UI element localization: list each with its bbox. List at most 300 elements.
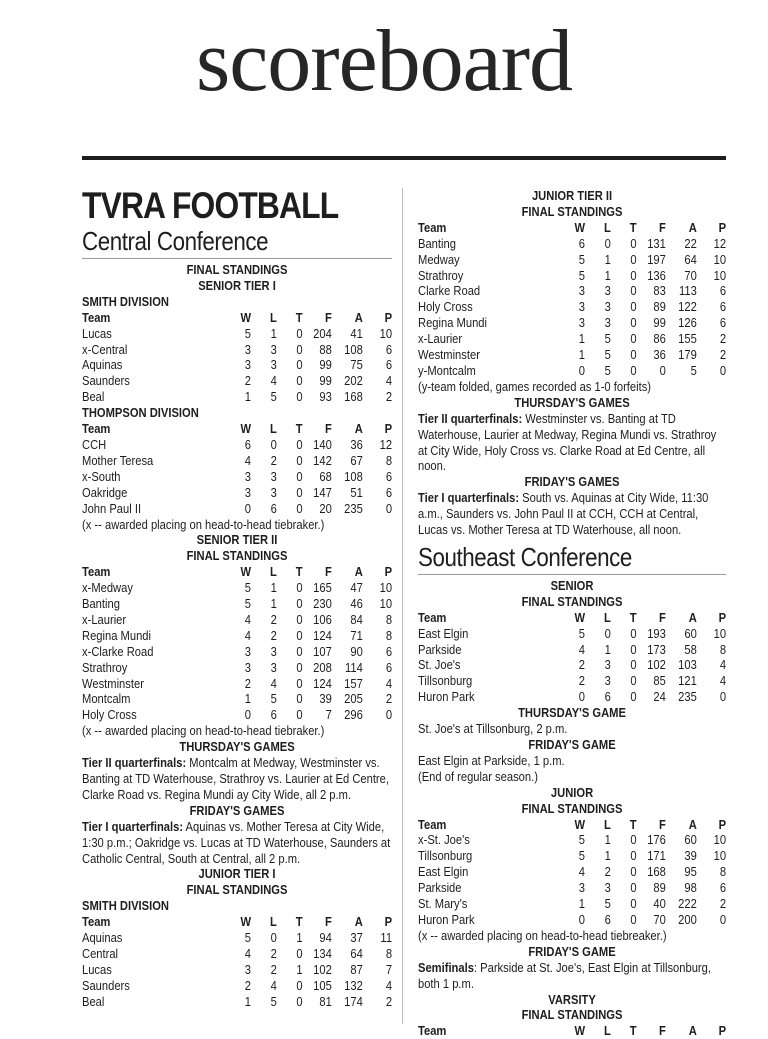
- team-name-cell: Beal: [82, 993, 105, 1009]
- column-header-stat: W: [574, 219, 586, 235]
- column-header-stat: A: [688, 816, 697, 832]
- stat-cell: 0: [296, 627, 303, 643]
- column-header-stat: A: [354, 564, 363, 580]
- stat-cell: 2: [578, 657, 586, 673]
- column-header-stat: L: [603, 1023, 611, 1039]
- table-header-row: [82, 564, 392, 580]
- final-standings-heading: FINAL STANDINGS: [186, 262, 288, 277]
- column-header-stat: A: [354, 309, 363, 325]
- stat-cell: 4: [719, 657, 727, 673]
- column-header-stat: W: [240, 309, 252, 325]
- stat-cell: 0: [630, 832, 637, 848]
- column-header-stat: L: [269, 309, 277, 325]
- stat-cell: 0: [296, 373, 303, 389]
- games-lead: Tier I quarterfinals:: [82, 818, 184, 834]
- table-row: [82, 453, 392, 469]
- stat-cell: 0: [630, 848, 637, 864]
- stat-cell: 87: [350, 961, 363, 977]
- stat-cell: 89: [653, 299, 666, 315]
- stat-cell: 8: [719, 641, 727, 657]
- column-header-team: Team: [82, 421, 111, 437]
- stat-cell: 60: [684, 625, 697, 641]
- stat-cell: 6: [719, 880, 727, 896]
- stat-cell: 6: [719, 299, 727, 315]
- column-header-stat: A: [688, 219, 697, 235]
- stat-cell: 165: [313, 580, 332, 596]
- stat-cell: 106: [313, 611, 332, 627]
- standings-table: [418, 220, 726, 379]
- stat-cell: 0: [296, 945, 303, 961]
- table-row: [82, 389, 392, 405]
- stat-cell: 134: [313, 945, 332, 961]
- column-header-stat: L: [269, 421, 277, 437]
- stat-cell: 0: [296, 357, 303, 373]
- stat-cell: 0: [296, 580, 303, 596]
- stat-cell: 64: [350, 945, 363, 961]
- table-row: [418, 268, 726, 284]
- stat-cell: 0: [630, 641, 637, 657]
- stat-cell: 0: [296, 484, 303, 500]
- stat-cell: 0: [385, 707, 393, 723]
- column-header-stat: P: [718, 1023, 727, 1039]
- stat-cell: 3: [244, 341, 252, 357]
- stat-cell: 5: [244, 930, 252, 946]
- column-header-stat: L: [269, 914, 277, 930]
- stat-cell: 122: [678, 299, 697, 315]
- stat-cell: 3: [604, 299, 611, 315]
- stat-cell: 136: [647, 267, 666, 283]
- stat-cell: 131: [647, 235, 666, 251]
- stat-cell: 85: [653, 673, 666, 689]
- stat-cell: 0: [296, 468, 303, 484]
- team-name-cell: Strathroy: [82, 659, 128, 675]
- table-row: [82, 660, 392, 676]
- games-text: St. Joe's at Tillsonburg, 2 p.m.: [418, 721, 568, 737]
- team-name-cell: Mother Teresa: [82, 452, 154, 468]
- games-heading: THURSDAY'S GAMES: [179, 739, 295, 755]
- stat-cell: 5: [244, 580, 252, 596]
- stat-cell: 102: [313, 961, 332, 977]
- team-name-cell: Aquinas: [82, 930, 123, 946]
- stat-cell: 208: [313, 659, 332, 675]
- stat-cell: 36: [350, 436, 363, 452]
- stat-cell: 99: [319, 357, 332, 373]
- stat-cell: 70: [684, 267, 697, 283]
- stat-cell: 230: [313, 596, 332, 612]
- column-header-stat: T: [629, 219, 637, 235]
- table-row: [418, 673, 726, 689]
- column-header-stat: P: [718, 816, 727, 832]
- stat-cell: 0: [630, 283, 637, 299]
- team-name-cell: y-Montcalm: [418, 362, 476, 378]
- conference-title: Central Conference: [82, 226, 269, 256]
- stat-cell: 4: [270, 373, 277, 389]
- stat-cell: 40: [653, 896, 666, 912]
- stat-cell: 6: [385, 357, 393, 373]
- stat-cell: 4: [385, 675, 393, 691]
- column-header-stat: F: [659, 1023, 666, 1039]
- stat-cell: 202: [344, 373, 363, 389]
- stat-cell: 1: [296, 930, 303, 946]
- column-header-team: Team: [82, 309, 111, 325]
- team-name-cell: Beal: [82, 389, 105, 405]
- stat-cell: 22: [684, 235, 697, 251]
- team-name-cell: St. Joe's: [418, 657, 461, 673]
- stat-cell: 94: [319, 930, 332, 946]
- final-standings-heading: FINAL STANDINGS: [521, 203, 623, 219]
- division-heading: VARSITY: [548, 991, 596, 1007]
- team-name-cell: Parkside: [418, 641, 462, 657]
- division-heading: JUNIOR TIER I: [198, 866, 276, 882]
- table-row: [82, 342, 392, 358]
- final-standings-heading: FINAL STANDINGS: [521, 1007, 623, 1023]
- stat-cell: 3: [270, 468, 277, 484]
- stat-cell: 1: [244, 691, 252, 707]
- stat-cell: 2: [244, 675, 252, 691]
- stat-cell: 3: [604, 880, 611, 896]
- stat-cell: 6: [604, 911, 611, 927]
- stat-cell: 105: [313, 977, 332, 993]
- stat-cell: 5: [578, 832, 586, 848]
- stat-cell: 0: [578, 911, 586, 927]
- column-header-team: Team: [418, 816, 447, 832]
- stat-cell: 0: [630, 896, 637, 912]
- stat-cell: 4: [244, 611, 252, 627]
- team-name-cell: Saunders: [82, 373, 130, 389]
- stat-cell: 93: [319, 389, 332, 405]
- table-row: [418, 832, 726, 848]
- table-row: [82, 373, 392, 389]
- stat-cell: 1: [578, 896, 586, 912]
- final-standings-heading: FINAL STANDINGS: [186, 882, 288, 898]
- table-row: [82, 326, 392, 342]
- stat-cell: 3: [604, 283, 611, 299]
- stat-cell: 5: [244, 596, 252, 612]
- column-header-stat: L: [603, 219, 611, 235]
- stat-cell: 235: [344, 500, 363, 516]
- team-name-cell: Holy Cross: [82, 707, 137, 723]
- stat-cell: 204: [313, 325, 332, 341]
- table-row: [82, 612, 392, 628]
- games-lead: Tier II quarterfinals:: [82, 755, 187, 771]
- team-name-cell: Lucas: [82, 961, 112, 977]
- stat-cell: 10: [713, 848, 727, 864]
- table-row: [82, 930, 392, 946]
- stat-cell: 4: [385, 977, 393, 993]
- table-row: [82, 596, 392, 612]
- column-header-team: Team: [82, 914, 111, 930]
- stat-cell: 5: [270, 389, 277, 405]
- left-column: [82, 186, 392, 1010]
- stat-cell: 5: [690, 362, 697, 378]
- games-paragraph: [418, 490, 726, 538]
- column-header-stat: T: [295, 914, 303, 930]
- table-row: [418, 657, 726, 673]
- stat-cell: 1: [578, 347, 586, 363]
- table-row: [418, 626, 726, 642]
- stat-cell: 83: [653, 283, 666, 299]
- team-name-cell: Saunders: [82, 977, 130, 993]
- table-row: [82, 994, 392, 1010]
- stat-cell: 193: [647, 625, 666, 641]
- table-header-row: [418, 817, 726, 833]
- stat-cell: 2: [385, 691, 393, 707]
- stat-cell: 0: [604, 625, 611, 641]
- footnote: (x -- awarded placing on head-to-head tiebraker.): [82, 723, 325, 739]
- table-row: [418, 642, 726, 658]
- stat-cell: 3: [578, 880, 586, 896]
- stat-cell: 11: [380, 930, 393, 946]
- team-name-cell: Huron Park: [418, 911, 475, 927]
- stat-cell: 5: [604, 331, 611, 347]
- stat-cell: 2: [270, 945, 277, 961]
- stat-cell: 147: [313, 484, 332, 500]
- stat-cell: 0: [630, 251, 637, 267]
- stat-cell: 60: [684, 832, 697, 848]
- stat-cell: 3: [604, 673, 611, 689]
- column-header-stat: T: [295, 309, 303, 325]
- team-name-cell: Banting: [82, 596, 120, 612]
- stat-cell: 124: [313, 675, 332, 691]
- stat-cell: 205: [344, 691, 363, 707]
- stat-cell: 81: [319, 993, 332, 1009]
- stat-cell: 46: [350, 596, 363, 612]
- stat-cell: 0: [244, 500, 252, 516]
- stat-cell: 2: [719, 347, 727, 363]
- table-header-row: [418, 1023, 726, 1039]
- stat-cell: 168: [344, 389, 363, 405]
- standings-table: [82, 564, 392, 723]
- table-row: [418, 848, 726, 864]
- stat-cell: 0: [630, 880, 637, 896]
- table-row: [82, 485, 392, 501]
- games-lead: Semifinals: [418, 959, 474, 975]
- masthead-rule: [82, 156, 726, 160]
- stat-cell: 6: [719, 283, 727, 299]
- stat-cell: 4: [244, 945, 252, 961]
- column-header-stat: F: [325, 309, 332, 325]
- table-row: [418, 347, 726, 363]
- column-divider: [402, 188, 403, 1024]
- team-name-cell: Clarke Road: [418, 283, 481, 299]
- stat-cell: 171: [647, 848, 666, 864]
- table-header-row: [82, 421, 392, 437]
- standings-table: [418, 610, 726, 705]
- column-header-stat: T: [295, 421, 303, 437]
- stat-cell: 88: [319, 341, 332, 357]
- stat-cell: 6: [385, 484, 393, 500]
- column-header-stat: F: [659, 816, 666, 832]
- stat-cell: 0: [270, 436, 277, 452]
- table-row: [82, 676, 392, 692]
- stat-cell: 222: [678, 896, 697, 912]
- table-row: [418, 252, 726, 268]
- stat-cell: 0: [296, 675, 303, 691]
- table-row: [418, 912, 726, 928]
- column-header-stat: L: [603, 816, 611, 832]
- stat-cell: 0: [719, 689, 727, 705]
- column-header-stat: W: [240, 564, 252, 580]
- stat-cell: 6: [244, 436, 252, 452]
- stat-cell: 7: [385, 961, 393, 977]
- column-header-stat: A: [688, 1023, 697, 1039]
- conference-rule: [82, 258, 392, 259]
- team-name-cell: x-Clarke Road: [82, 643, 154, 659]
- table-row: [418, 315, 726, 331]
- stat-cell: 86: [653, 331, 666, 347]
- stat-cell: 3: [270, 643, 277, 659]
- stat-cell: 67: [350, 452, 363, 468]
- table-row: [82, 707, 392, 723]
- stat-cell: 132: [344, 977, 363, 993]
- stat-cell: 0: [630, 331, 637, 347]
- team-name-cell: Central: [82, 945, 119, 961]
- stat-cell: 2: [719, 331, 727, 347]
- stat-cell: 71: [350, 627, 363, 643]
- final-standings-heading: FINAL STANDINGS: [521, 593, 623, 609]
- stat-cell: 3: [244, 961, 252, 977]
- stat-cell: 102: [647, 657, 666, 673]
- stat-cell: 5: [604, 362, 611, 378]
- stat-cell: 4: [719, 673, 727, 689]
- team-name-cell: John Paul II: [82, 500, 142, 516]
- stat-cell: 20: [319, 500, 332, 516]
- stat-cell: 107: [313, 643, 332, 659]
- team-name-cell: East Elgin: [418, 625, 469, 641]
- stat-cell: 0: [385, 500, 393, 516]
- team-name-cell: Westminster: [418, 347, 480, 363]
- stat-cell: 200: [678, 911, 697, 927]
- stat-cell: 2: [385, 389, 393, 405]
- standings-table: [82, 310, 392, 405]
- stat-cell: 5: [244, 325, 252, 341]
- stat-cell: 0: [296, 707, 303, 723]
- stat-cell: 0: [630, 299, 637, 315]
- games-paragraph: [82, 755, 392, 803]
- stat-cell: 4: [578, 641, 586, 657]
- column-header-stat: P: [384, 421, 393, 437]
- team-name-cell: Parkside: [418, 880, 462, 896]
- stat-cell: 1: [270, 325, 277, 341]
- table-header-row: [418, 610, 726, 626]
- stat-cell: 3: [244, 484, 252, 500]
- stat-cell: 39: [319, 691, 332, 707]
- stat-cell: 75: [350, 357, 363, 373]
- column-header-stat: P: [384, 564, 393, 580]
- stat-cell: 5: [578, 625, 586, 641]
- table-row: [82, 501, 392, 517]
- stat-cell: 3: [604, 657, 611, 673]
- stat-cell: 197: [647, 251, 666, 267]
- division-name: THOMPSON DIVISION: [82, 405, 199, 421]
- column-header-team: Team: [418, 1023, 447, 1039]
- stat-cell: 0: [296, 977, 303, 993]
- stat-cell: 99: [319, 373, 332, 389]
- stat-cell: 4: [385, 373, 393, 389]
- stat-cell: 90: [350, 643, 363, 659]
- column-header-stat: P: [718, 609, 727, 625]
- games-text: East Elgin at Parkside, 1 p.m.: [418, 752, 565, 768]
- table-header-row: [82, 310, 392, 326]
- table-row: [418, 689, 726, 705]
- stat-cell: 0: [296, 691, 303, 707]
- table-row: [418, 880, 726, 896]
- stat-cell: 1: [604, 251, 611, 267]
- stat-cell: 3: [604, 315, 611, 331]
- stat-cell: 140: [313, 436, 332, 452]
- stat-cell: 12: [713, 235, 727, 251]
- column-header-team: Team: [82, 564, 111, 580]
- games-heading: THURSDAY'S GAMES: [514, 394, 630, 410]
- stat-cell: 2: [270, 611, 277, 627]
- games-heading: FRIDAY'S GAMES: [524, 474, 620, 490]
- table-row: [418, 864, 726, 880]
- stat-cell: 6: [719, 315, 727, 331]
- team-name-cell: Huron Park: [418, 689, 475, 705]
- team-name-cell: Lucas: [82, 325, 112, 341]
- stat-cell: 89: [653, 880, 666, 896]
- table-header-row: [418, 220, 726, 236]
- stat-cell: 99: [653, 315, 666, 331]
- stat-cell: 47: [350, 580, 363, 596]
- stat-cell: 2: [604, 864, 611, 880]
- games-heading: FRIDAY'S GAME: [528, 737, 616, 752]
- column-header-stat: W: [240, 421, 252, 437]
- table-row: [82, 580, 392, 596]
- column-header-stat: W: [574, 816, 586, 832]
- stat-cell: 0: [296, 500, 303, 516]
- stat-cell: 0: [630, 911, 637, 927]
- team-name-cell: Oakridge: [82, 484, 128, 500]
- column-header-stat: T: [629, 609, 637, 625]
- team-name-cell: Aquinas: [82, 357, 123, 373]
- games-text: Montcalm at Medway, Westminster vs. Banting at TD Waterhouse, Strathroy vs. Laurier at Ed Centre, Clarke Road vs. Regina Mundi ay City Wide, all 2 p.m.: [82, 755, 389, 802]
- games-paragraph: [418, 411, 726, 475]
- stat-cell: 5: [604, 896, 611, 912]
- games-lead: Tier I quarterfinals:: [418, 490, 520, 506]
- team-name-cell: Regina Mundi: [418, 315, 487, 331]
- stat-cell: 2: [578, 673, 586, 689]
- stat-cell: 6: [385, 643, 393, 659]
- stat-cell: 6: [385, 468, 393, 484]
- stat-cell: 0: [296, 325, 303, 341]
- stat-cell: 1: [604, 267, 611, 283]
- table-row: [82, 962, 392, 978]
- games-lead: Tier II quarterfinals:: [418, 410, 523, 426]
- division-name: SMITH DIVISION: [82, 898, 169, 914]
- stat-cell: 2: [244, 373, 252, 389]
- stat-cell: 64: [684, 251, 697, 267]
- games-paragraph: [418, 960, 726, 992]
- games-paragraph: [82, 819, 392, 867]
- stat-cell: 108: [344, 468, 363, 484]
- stat-cell: 8: [385, 627, 393, 643]
- stat-cell: 0: [296, 341, 303, 357]
- stat-cell: 296: [344, 707, 363, 723]
- table-row: [418, 331, 726, 347]
- stat-cell: 2: [270, 627, 277, 643]
- stat-cell: 4: [270, 675, 277, 691]
- stat-cell: 70: [653, 911, 666, 927]
- stat-cell: 4: [578, 864, 586, 880]
- stat-cell: 8: [385, 452, 393, 468]
- column-header-stat: T: [629, 816, 637, 832]
- column-header-stat: F: [659, 219, 666, 235]
- stat-cell: 1: [604, 832, 611, 848]
- stat-cell: 5: [270, 691, 277, 707]
- stat-cell: 157: [344, 675, 363, 691]
- stat-cell: 10: [379, 325, 393, 341]
